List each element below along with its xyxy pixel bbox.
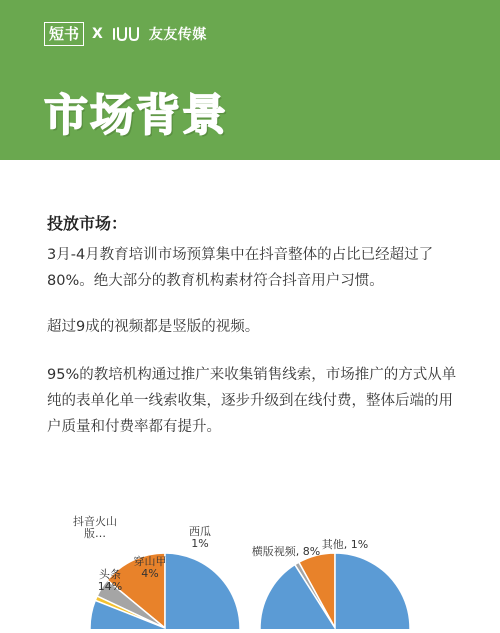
pie2-slice-2 (260, 553, 410, 629)
pie1-label-2: 西瓜 1% (189, 525, 211, 550)
paragraph-market-share: 3月-4月教育培训市场预算集中在抖音整体的占比已经超过了80%。绝大部分的教育机构素材符合抖音用户习惯。 (47, 247, 434, 289)
paragraph-vertical-video: 超过9成的视频都是竖版的视频。 (47, 319, 260, 335)
pie1-label-3: 抖音火山版… (73, 515, 117, 540)
pie-charts-svg (0, 500, 500, 629)
pie2-label-0: 横版视频, 8% (251, 545, 321, 558)
pie1-label-0: 头条 14% (97, 568, 123, 593)
logo-separator: X (92, 26, 103, 42)
main-content (47, 212, 467, 440)
youyou-logo-icon (111, 26, 141, 42)
page-title: 市场背景 (44, 90, 228, 141)
section-title: 投放市场： (47, 214, 128, 233)
charts-area (0, 500, 500, 633)
logo-row (44, 22, 207, 46)
pie1-label-1: 穿山甲 4% (133, 555, 167, 580)
duanshu-logo: 短书 (44, 22, 84, 46)
pie2-label-1: 其他, 1% (321, 538, 369, 551)
brand-name: 友友传媒 (148, 27, 207, 43)
paragraph-lead-collection: 95%的教培机构通过推广来收集销售线索，市场推广的方式从单纯的表单化单一线索收集，逐步升级到在线付费，整体后端的用户质量和付费率都有提升。 (47, 367, 457, 435)
header-banner (0, 0, 500, 160)
